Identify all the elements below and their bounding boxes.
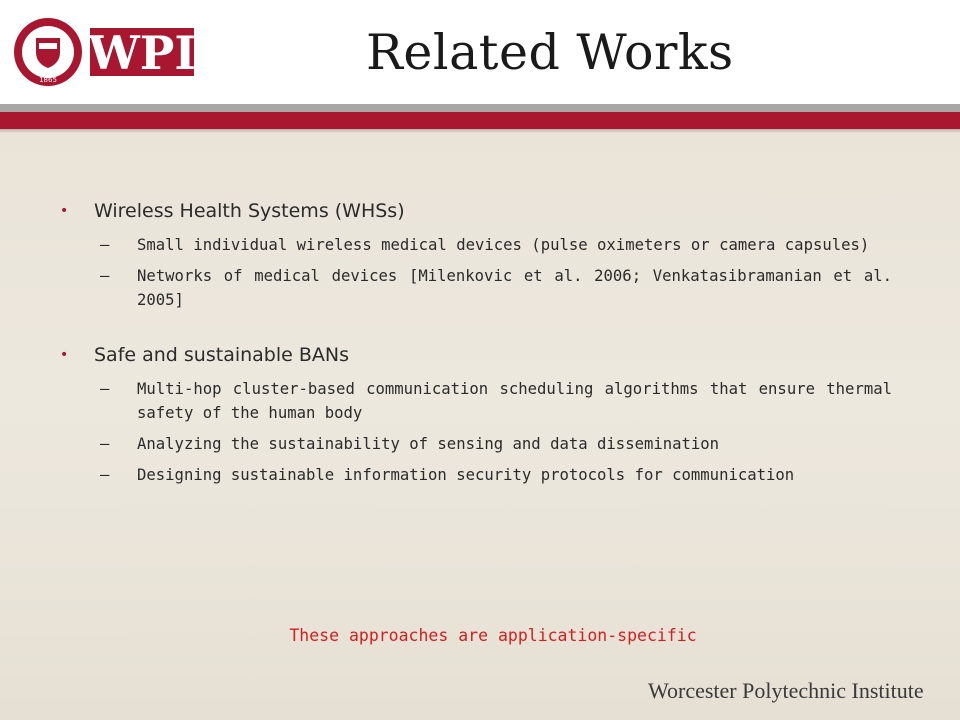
section-gap: [60, 312, 892, 340]
bullet-section-whs: [60, 196, 892, 226]
footer-institution-name: Worcester Polytechnic Institute: [648, 678, 924, 703]
sub-bullet: [60, 233, 892, 257]
sub-bullet-text: Small individual wireless medical devices (pulse oximeters or camera capsules): [137, 236, 870, 254]
highlight-note: These approaches are application-specific: [289, 626, 697, 645]
wpi-logo: [10, 14, 196, 90]
bullet-dot-icon: •: [60, 347, 69, 363]
bullet-heading: Wireless Health Systems (WHSs): [94, 200, 405, 222]
bullet-content: [60, 196, 892, 487]
page-title: Related Works: [366, 24, 734, 81]
header-gray-band: [0, 104, 960, 112]
sub-bullet-text: Analyzing the sustainability of sensing and data dissemination: [137, 435, 720, 453]
slide-header: [0, 0, 960, 104]
sub-bullet-text: Networks of medical devices [Milenkovic et al. 2006; Venkatasibramanian et al. 2005]: [137, 267, 892, 309]
sub-bullet: [60, 432, 892, 456]
dash-icon: –: [100, 435, 110, 453]
dash-icon: –: [100, 236, 110, 254]
dash-icon: –: [100, 466, 110, 484]
sub-bullet: [60, 264, 892, 312]
bullet-dot-icon: •: [60, 203, 69, 219]
wpi-wordmark: WPI: [88, 26, 196, 80]
seal-book-icon: [39, 43, 57, 49]
sub-bullet-text: Multi-hop cluster-based communication scheduling algorithms that ensure thermal safety of the human body: [137, 380, 892, 422]
sub-bullet: [60, 463, 892, 487]
dash-icon: –: [100, 267, 110, 285]
dash-icon: –: [100, 380, 110, 398]
seal-year: 1865: [39, 76, 57, 84]
bullet-heading: Safe and sustainable BANs: [94, 344, 350, 366]
sub-bullet-text: Designing sustainable information security protocols for communication: [137, 466, 795, 484]
sub-bullet: [60, 377, 892, 425]
header-red-band: [0, 112, 960, 129]
bullet-section-bans: [60, 340, 892, 370]
